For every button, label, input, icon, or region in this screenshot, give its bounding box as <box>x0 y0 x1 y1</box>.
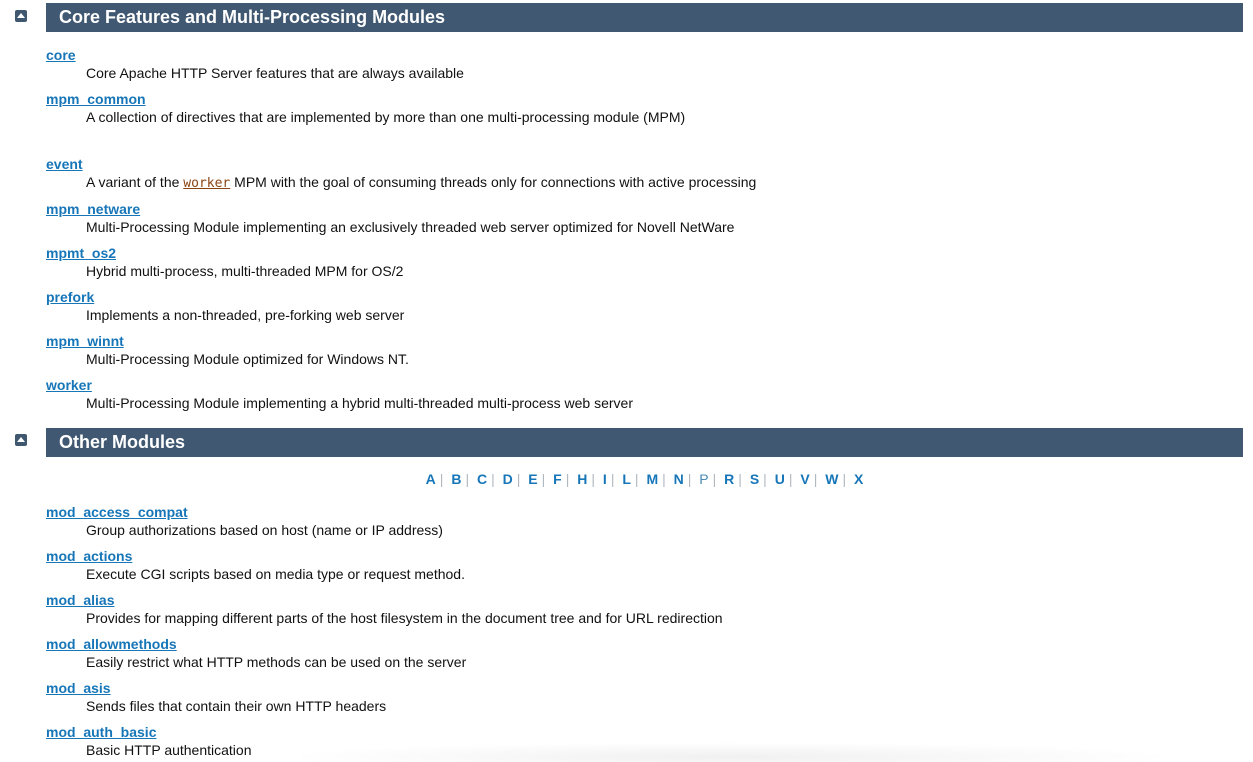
bottom-shadow <box>280 742 1180 762</box>
letter-link-h[interactable]: H <box>577 471 588 487</box>
module-entry-mpm-winnt <box>46 332 409 368</box>
description-text: MPM with the goal of consuming threads only for connections with active processing <box>230 174 757 190</box>
module-link-mod-access-compat[interactable]: mod_access_compat <box>46 504 188 520</box>
module-entry-mpmt-os2 <box>46 244 403 280</box>
module-link-prefork[interactable]: prefork <box>46 289 95 305</box>
letter-link-m[interactable]: M <box>646 471 659 487</box>
module-description: Implements a non-threaded, pre-forking web server <box>86 307 405 323</box>
letter-link-r[interactable]: R <box>724 471 735 487</box>
letter-link-c[interactable]: C <box>476 471 488 487</box>
module-link-event[interactable]: event <box>46 156 83 172</box>
separator: | <box>842 471 847 487</box>
section-heading-other: Other Modules <box>46 428 1243 457</box>
module-link-core[interactable]: core <box>46 47 76 63</box>
module-description: Sends files that contain their own HTTP headers <box>86 698 387 714</box>
separator: | <box>712 471 717 487</box>
letter-link-f[interactable]: F <box>553 471 562 487</box>
letter-link-b[interactable]: B <box>451 471 462 487</box>
module-entry-mod-actions <box>46 547 465 583</box>
module-description: Easily restrict what HTTP methods can be used on the server <box>86 654 467 670</box>
module-entry-mod-alias <box>46 591 723 627</box>
module-link-mod-alias[interactable]: mod_alias <box>46 592 115 608</box>
module-description <box>86 173 756 193</box>
scroll-to-top-icon[interactable] <box>15 434 27 446</box>
module-description: Group authorizations based on host (name or IP address) <box>86 522 443 538</box>
separator: | <box>788 471 793 487</box>
separator: | <box>662 471 666 487</box>
module-entry-mod-auth-basic <box>46 723 252 759</box>
module-link-mpm-common[interactable]: mpm_common <box>46 91 146 107</box>
module-entry-mpm-common <box>46 90 685 126</box>
module-entry-core <box>46 46 464 82</box>
letter-link-l[interactable]: L <box>622 471 631 487</box>
letter-link-p[interactable]: P <box>699 471 709 487</box>
letter-link-a[interactable]: A <box>425 471 436 487</box>
separator: | <box>813 471 818 487</box>
module-link-mod-allowmethods[interactable]: mod_allowmethods <box>46 636 177 652</box>
scroll-to-top-icon[interactable] <box>15 10 27 22</box>
module-description: Provides for mapping different parts of the host filesystem in the document tree and for URL redirection <box>86 610 723 626</box>
letter-link-d[interactable]: D <box>502 471 513 487</box>
module-description: Basic HTTP authentication <box>86 742 252 758</box>
letter-link-s[interactable]: S <box>749 471 760 487</box>
separator: | <box>465 471 470 487</box>
module-description: Execute CGI scripts based on media type or request method. <box>86 566 465 582</box>
module-description: Hybrid multi-process, multi-threaded MPM for OS/2 <box>86 263 404 279</box>
module-entry-mod-asis <box>46 679 386 715</box>
separator: | <box>591 471 596 487</box>
separator: | <box>687 471 692 487</box>
letter-link-v[interactable]: V <box>800 471 810 487</box>
separator: | <box>439 471 444 487</box>
letter-link-n[interactable]: N <box>673 471 684 487</box>
module-entry-mod-access-compat <box>46 503 443 539</box>
separator: | <box>634 471 639 487</box>
alphabet-index <box>46 470 1243 488</box>
module-link-mpmt-os2[interactable]: mpmt_os2 <box>46 245 117 261</box>
separator: | <box>610 471 615 487</box>
letter-link-w[interactable]: W <box>825 471 839 487</box>
section-heading-core: Core Features and Multi-Processing Modules <box>46 3 1243 32</box>
module-description: Multi-Processing Module implementing an exclusively threaded web server optimized for Novell NetWare <box>86 219 735 235</box>
module-link-mpm-winnt[interactable]: mpm_winnt <box>46 333 124 349</box>
module-description: A collection of directives that are implemented by more than one multi-processing module (MPM) <box>86 109 686 125</box>
module-link-mod-asis[interactable]: mod_asis <box>46 680 111 696</box>
module-entry-mpm-netware <box>46 200 734 236</box>
module-entry-event <box>46 155 756 193</box>
separator: | <box>763 471 767 487</box>
worker-code-link[interactable]: worker <box>183 176 231 191</box>
module-description: Multi-Processing Module optimized for Windows NT. <box>86 351 409 367</box>
letter-link-x[interactable]: X <box>853 471 864 487</box>
module-entry-prefork <box>46 288 404 324</box>
module-entry-worker <box>46 376 633 412</box>
module-entry-mod-allowmethods <box>46 635 466 671</box>
separator: | <box>738 471 742 487</box>
module-link-worker[interactable]: worker <box>46 377 92 393</box>
separator: | <box>565 471 570 487</box>
separator: | <box>516 471 521 487</box>
description-text: A variant of the <box>86 174 184 190</box>
module-link-mod-auth-basic[interactable]: mod_auth_basic <box>46 724 157 740</box>
module-description: Core Apache HTTP Server features that are always available <box>86 65 464 81</box>
separator: | <box>541 471 546 487</box>
separator: | <box>491 471 495 487</box>
module-link-mpm-netware[interactable]: mpm_netware <box>46 201 141 217</box>
module-link-mod-actions[interactable]: mod_actions <box>46 548 133 564</box>
module-description: Multi-Processing Module implementing a hybrid multi-threaded multi-process web server <box>86 395 633 411</box>
letter-link-e[interactable]: E <box>528 471 538 487</box>
letter-link-u[interactable]: U <box>774 471 785 487</box>
letter-link-i[interactable]: I <box>602 471 607 487</box>
